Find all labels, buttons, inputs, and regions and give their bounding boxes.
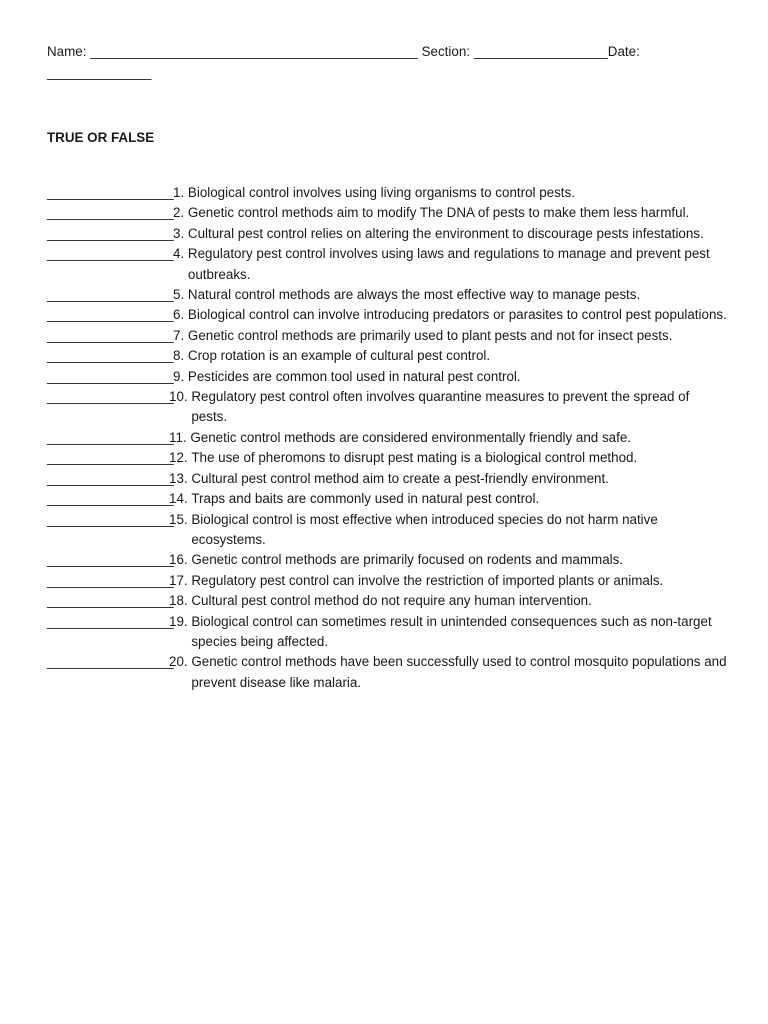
question-number: 6. (173, 307, 185, 323)
question-text: Natural control methods are always the most effective way to manage pests. (187, 287, 641, 303)
answer-blank[interactable]: _________________ (47, 654, 174, 670)
question-text: The use of pheromons to disrupt pest mating is a biological control method. (191, 450, 638, 466)
question-text: Cultural pest control relies on altering the environment to discourage pests infestations. (187, 225, 704, 241)
question-item (47, 489, 727, 509)
question-number: 9. (173, 368, 185, 384)
section-title: TRUE OR FALSE (47, 130, 155, 145)
question-item (47, 224, 727, 244)
question-text: Biological control can sometimes result in unintended consequences such as non-target species being affected. (191, 613, 712, 649)
question-item (47, 305, 727, 325)
answer-blank[interactable]: _________________ (47, 491, 174, 507)
header-fields (47, 44, 640, 60)
question-text: Regulatory pest control often involves quarantine measures to prevent the spread of pests. (191, 389, 690, 425)
answer-blank[interactable]: _________________ (47, 185, 174, 200)
question-item (47, 469, 727, 489)
question-number: 12. (169, 450, 188, 466)
question-number: 17. (169, 572, 188, 588)
answer-blank[interactable]: _________________ (47, 470, 174, 486)
question-number: 14. (169, 491, 188, 507)
question-text: Biological control is most effective when introduced species do not harm native ecosystems. (191, 511, 658, 547)
question-item (47, 367, 727, 387)
question-list (47, 183, 727, 693)
question-number: 16. (169, 552, 188, 568)
question-item (47, 203, 727, 223)
question-number: 10. (169, 389, 188, 405)
answer-blank[interactable]: _________________ (47, 368, 174, 384)
question-number: 20. (169, 654, 188, 670)
question-number: 18. (169, 593, 188, 609)
answer-blank[interactable]: _________________ (47, 225, 174, 241)
question-text: Pesticides are common tool used in natural pest control. (187, 368, 521, 384)
question-number: 5. (173, 287, 185, 303)
question-text: Genetic control methods have been successfully used to control mosquito populations and prevent disease like malaria. (191, 654, 727, 690)
date-label: Date: (607, 44, 640, 59)
question-number: 2. (173, 205, 185, 221)
question-text: Regulatory pest control can involve the restriction of imported plants or animals. (191, 572, 664, 588)
question-number: 4. (173, 246, 185, 262)
question-text: Genetic control methods are primarily focused on rodents and mammals. (191, 552, 624, 568)
question-text: Cultural pest control method do not require any human intervention. (191, 593, 592, 609)
answer-blank[interactable]: _________________ (47, 348, 174, 364)
question-number: 8. (173, 348, 185, 364)
question-number: 13. (169, 470, 188, 486)
name-blank: ____________________________________________ (90, 44, 418, 59)
answer-blank[interactable]: _________________ (47, 552, 174, 568)
answer-blank[interactable]: _________________ (47, 511, 174, 527)
name-label: Name: (47, 44, 87, 59)
answer-blank[interactable]: _________________ (47, 429, 174, 445)
date-blank: ______________ (47, 65, 152, 80)
section-blank: __________________ (473, 44, 608, 59)
question-item (47, 612, 727, 653)
answer-blank[interactable]: _________________ (47, 246, 174, 262)
question-number: 11. (169, 429, 187, 445)
question-item (47, 550, 727, 570)
question-item (47, 510, 727, 551)
question-text: Biological control can involve introducing predators or parasites to control pest populations. (187, 307, 727, 323)
section-label: Section: (421, 44, 470, 59)
question-item (47, 571, 727, 591)
question-item (47, 591, 727, 611)
answer-blank[interactable]: _________________ (47, 307, 174, 323)
answer-blank[interactable]: _________________ (47, 205, 174, 221)
question-text: Biological control involves using living organisms to control pests. (187, 185, 575, 200)
question-item (47, 326, 727, 346)
answer-blank[interactable]: _________________ (47, 593, 174, 609)
question-item (47, 652, 727, 693)
answer-blank[interactable]: _________________ (47, 613, 174, 629)
question-number: 3. (173, 225, 185, 241)
question-item (47, 183, 727, 203)
question-text: Traps and baits are commonly used in natural pest control. (191, 491, 540, 507)
question-item (47, 387, 727, 428)
question-text: Crop rotation is an example of cultural pest control. (187, 348, 491, 364)
question-text: Genetic control methods are primarily used to plant pests and not for insect pests. (187, 327, 673, 343)
question-number: 7. (173, 327, 185, 343)
question-item (47, 346, 727, 366)
answer-blank[interactable]: _________________ (47, 450, 174, 466)
answer-blank[interactable]: _________________ (47, 287, 174, 303)
answer-blank[interactable]: _________________ (47, 327, 174, 343)
answer-blank[interactable]: _________________ (47, 389, 174, 405)
question-number: 19. (169, 613, 188, 629)
question-item (47, 285, 727, 305)
answer-blank[interactable]: _________________ (47, 572, 174, 588)
question-number: 15. (169, 511, 188, 527)
question-number: 1. (173, 185, 185, 200)
question-text: Cultural pest control method aim to create a pest-friendly environment. (191, 470, 609, 486)
question-text: Genetic control methods aim to modify The DNA of pests to make them less harmful. (187, 205, 690, 221)
question-item (47, 244, 727, 285)
question-text: Genetic control methods are considered environmentally friendly and safe. (190, 429, 632, 445)
question-text: Regulatory pest control involves using laws and regulations to manage and prevent pest outbreaks. (187, 246, 710, 282)
question-item (47, 448, 727, 468)
question-item (47, 428, 727, 448)
